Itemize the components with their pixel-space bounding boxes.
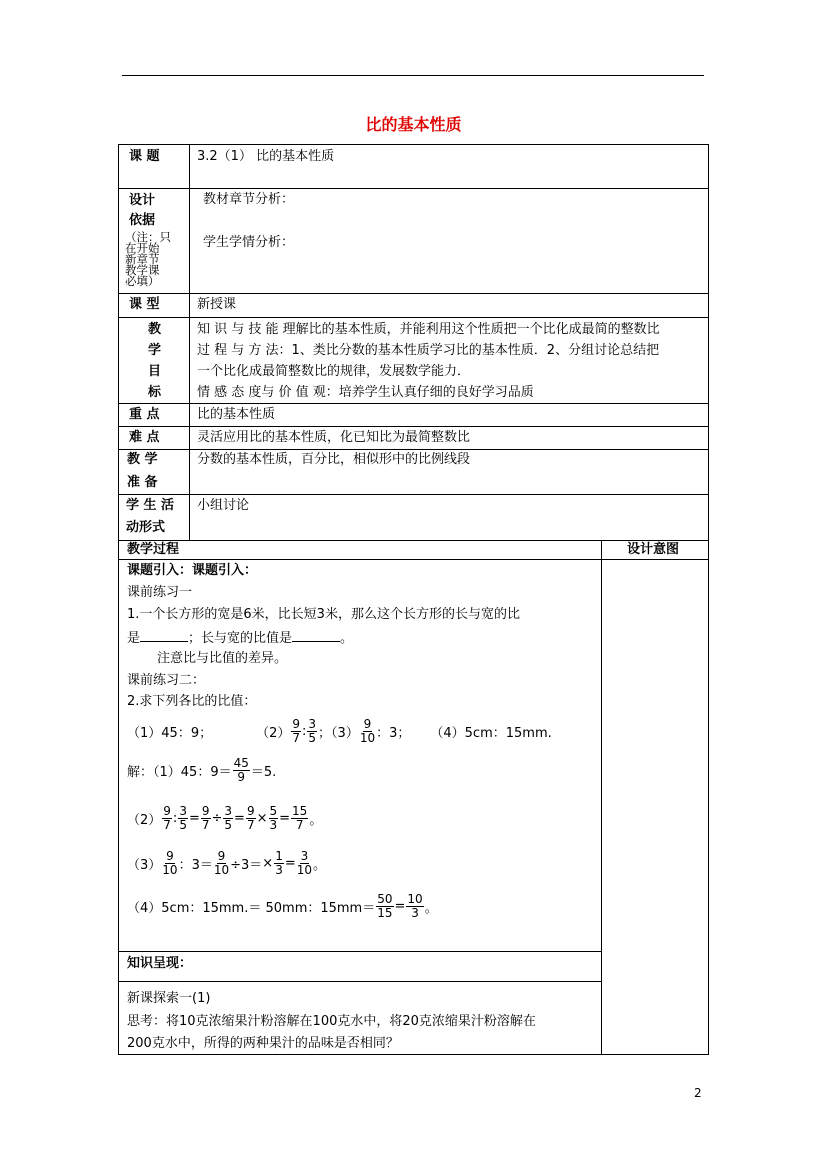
exercise-1-question: 1.一个长方形的宽是6米，比长短3米，那么这个长方形的长与宽的比: [127, 607, 520, 622]
textbook-analysis: 教材章节分析：: [203, 192, 295, 207]
intent-column-divider: [601, 540, 602, 1055]
solution-2: （2） $\frac{9}{7}$ : $\frac{3}{5}$ = $\frac{9}{7}$ ÷ $\frac{3}{5}$ = $\frac{9}{7}$ × $\frac{5}{3}$ = $\frac{15}{7}$ 。: [127, 804, 323, 832]
activity-value: 小组讨论: [197, 498, 250, 513]
type-label: 课 型: [129, 297, 160, 312]
goal-label: 教: [148, 322, 162, 337]
exercise-2-question: 2.求下列各比的比值：: [127, 694, 257, 709]
intent-header: 设计意图: [627, 542, 680, 557]
difficulty-value: 灵活应用比的基本性质，化已知比为最简整数比: [197, 430, 471, 445]
goal-line: 一个比化成最简整数比的规律，发展数学能力．: [197, 364, 471, 379]
explore-title: 新课探索一(1): [127, 991, 211, 1006]
prep-label: 准 备: [127, 475, 158, 490]
exercise-1-note: 注意比与比值的差异。: [157, 651, 288, 666]
page-title: 比的基本性质: [365, 115, 462, 134]
solution-1: 解：（1）45：9＝ $\frac{45}{9}$ ＝5.: [127, 756, 277, 784]
fraction: $\frac{9}{10}$: [213, 849, 230, 877]
goal-label: 目: [148, 364, 162, 379]
exercise-2-items: （1）45：9； （2） $\frac{9}{7}$ : $\frac{3}{5}$ ；（3） $\frac{9}{10}$ ：3； （4）5cm：15mm.: [127, 717, 552, 745]
exercise-1-question-cont: 是 ；长与宽的比值是 。: [127, 631, 354, 646]
row-divider: [119, 188, 708, 189]
fraction: $\frac{50}{15}$: [377, 892, 393, 920]
row-divider: [119, 317, 708, 318]
label-column-divider: [189, 145, 190, 540]
page-number: 2: [694, 1086, 702, 1100]
difficulty-label: 难 点: [129, 430, 160, 445]
design-note: （注：只: [125, 230, 171, 244]
exercise-2-title: 课前练习二：: [127, 673, 206, 688]
goal-label: 学: [148, 343, 162, 358]
fraction: $\frac{9}{7}$: [201, 804, 210, 832]
fraction: $\frac{1}{3}$: [275, 849, 283, 877]
activity-label: 动形式: [126, 520, 166, 535]
activity-label: 学 生 活: [126, 498, 175, 513]
goal-line: 情 感 态 度与 价 值 观：培养学生认真仔细的良好学习品质: [197, 385, 534, 400]
think-question-cont: 200克水中，所得的两种果汁的品味是否相同？: [127, 1036, 399, 1051]
row-divider: [119, 540, 708, 541]
prep-label: 教 学: [127, 452, 158, 467]
key-label: 重 点: [129, 407, 160, 422]
row-divider: [119, 981, 601, 982]
exercise-1-title: 课前练习一: [127, 585, 193, 600]
student-analysis: 学生学情分析：: [203, 235, 295, 250]
row-divider: [119, 403, 708, 404]
fraction: $\frac{3}{10}$: [296, 849, 313, 877]
fraction: $\frac{10}{3}$: [407, 892, 423, 920]
solution-4: （4）5cm：15mm.＝ 50mm：15mm＝ $\frac{50}{15}$ = $\frac{10}{3}$ 。: [127, 892, 438, 920]
row-divider: [119, 494, 708, 495]
lesson-plan-table: [118, 144, 709, 1055]
row-divider: [119, 951, 601, 952]
answer-blank: [140, 629, 188, 642]
goal-line: 过 程 与 方 法：1、类比分数的基本性质学习比的基本性质．2、分组讨论总结把: [197, 343, 660, 358]
goal-line: 知 识 与 技 能 理解比的基本性质，并能利用这个性质把一个比化成最简的整数比: [197, 322, 660, 337]
design-note: 教学课: [125, 263, 160, 277]
design-label: 设计: [129, 193, 156, 208]
row-divider: [119, 449, 708, 450]
prep-value: 分数的基本性质，百分比，相似形中的比例线段: [197, 452, 471, 467]
fraction: $\frac{3}{5}$: [224, 804, 233, 832]
fraction: $\frac{3}{5}$: [308, 717, 317, 745]
design-note: 在开始: [125, 241, 160, 255]
type-value: 新授课: [197, 297, 237, 312]
answer-blank: [292, 629, 340, 642]
fraction: $\frac{9}{10}$: [162, 849, 178, 877]
fraction: $\frac{5}{3}$: [269, 804, 278, 832]
fraction: $\frac{9}{10}$: [359, 717, 376, 745]
design-note: 必填）: [125, 274, 160, 288]
solution-3: （3） $\frac{9}{10}$ ：3＝ $\frac{9}{10}$ ÷3＝ × $\frac{1}{3}$ = $\frac{3}{10}$ 。: [127, 849, 327, 877]
fraction: $\frac{9}{7}$: [163, 804, 171, 832]
row-divider: [119, 293, 708, 294]
topic-label: 课 题: [129, 149, 160, 164]
row-divider: [119, 426, 708, 427]
think-question: 思考：将10克浓缩果汁粉溶解在100克水中，将20克浓缩果汁粉溶解在: [127, 1014, 536, 1029]
key-value: 比的基本性质: [197, 407, 276, 422]
fraction: $\frac{9}{7}$: [246, 804, 255, 832]
fraction: $\frac{15}{7}$: [292, 804, 308, 832]
design-note: 新章节: [125, 252, 160, 266]
fraction: $\frac{3}{5}$: [179, 804, 187, 832]
header-rule: [122, 75, 704, 76]
row-divider: [119, 559, 708, 560]
fraction: $\frac{45}{9}$: [233, 756, 249, 784]
fraction: $\frac{9}{7}$: [292, 717, 301, 745]
intro-heading: 课题引入：课题引入：: [127, 563, 258, 578]
process-header: 教学过程: [127, 542, 180, 557]
topic-value: 3.2（1） 比的基本性质: [197, 149, 335, 164]
goal-label: 标: [148, 385, 162, 400]
design-label: 依据: [129, 213, 156, 228]
knowledge-heading: 知识呈现：: [127, 956, 193, 971]
